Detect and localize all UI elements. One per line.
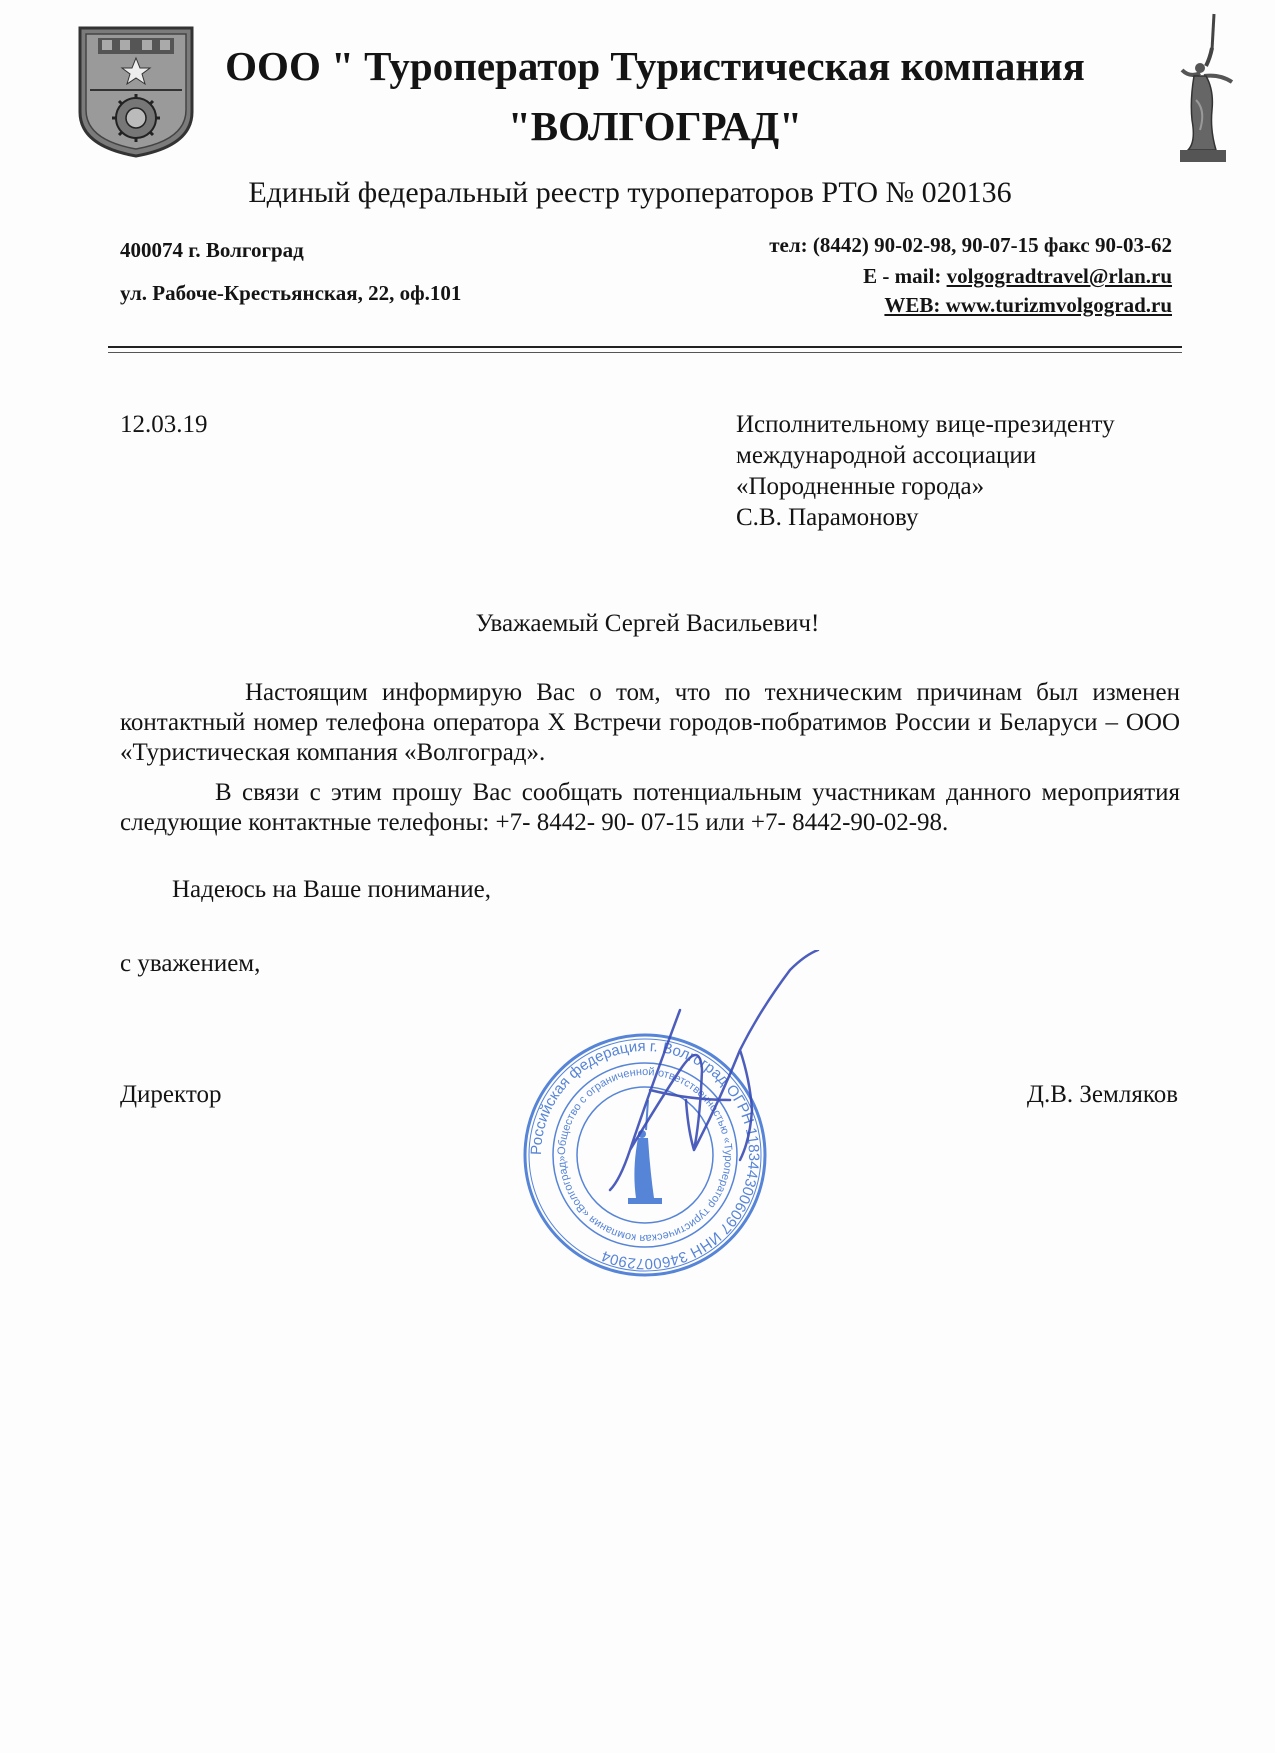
street-address: ул. Рабоче-Крестьянская, 22, оф.101	[120, 281, 462, 305]
recipient-line: Исполнительному вице-президенту	[736, 411, 1115, 438]
director-signature	[590, 950, 830, 1220]
paragraph-1: Настоящим информирую Вас о том, что по техническим причинам был изменен контактный номер телефона оператора X Встречи городов-побратимов России и Беларуси – ООО «Туристическая компания «Волгоград».	[120, 679, 1180, 766]
company-name-line2: "ВОЛГОГРАД"	[508, 103, 802, 149]
closing-understanding: Надеюсь на Ваше понимание,	[172, 876, 491, 903]
email-label: E - mail:	[863, 264, 947, 288]
postal-address: 400074 г. Волгоград	[120, 238, 304, 262]
recipient-line: «Породненные города»	[736, 473, 985, 500]
recipient-line: международной ассоциации	[736, 442, 1037, 469]
email-line	[863, 264, 1172, 289]
header-divider-thin	[108, 352, 1182, 353]
web-link[interactable]: WEB: www.turizmvolgograd.ru	[884, 293, 1172, 317]
registry-number: Единый федеральный реестр туроператоров РТО № 020136	[248, 176, 1012, 209]
signer-name: Д.В. Земляков	[1026, 1081, 1178, 1108]
email-link[interactable]: volgogradtravel@rlan.ru	[946, 264, 1172, 288]
recipient-block	[736, 410, 1176, 534]
closing-regards: с уважением,	[120, 950, 261, 977]
recipient-line: С.В. Парамонову	[736, 504, 919, 531]
header-divider	[108, 346, 1182, 348]
stamp-outer-text: Российская федерация г. Волгоград ОГРН 1183443006097 ИНН 3460072904	[527, 1037, 763, 1273]
company-name-line1: ООО " Туроператор Туристическая компания	[225, 43, 1085, 89]
greeting: Уважаемый Сергей Васильевич!	[475, 610, 820, 637]
signer-title: Директор	[120, 1081, 222, 1108]
paragraph-2: В связи с этим прошу Вас сообщать потенциальным участникам данного мероприятия следующие контактные телефоны: +7- 8442- 90- 07-15 или +7- 8442-90-02-98.	[120, 779, 1180, 836]
stamp-inner-text: Общество с ограниченной ответственностью «Туроператор туристическая компания «Волгоград»	[555, 1065, 735, 1245]
coat-of-arms-icon	[76, 24, 196, 158]
phone-fax: тел: (8442) 90-02-98, 90-07-15 факс 90-03-62	[769, 233, 1172, 257]
motherland-statue-icon	[1170, 10, 1240, 165]
letter-date: 12.03.19	[120, 411, 208, 438]
